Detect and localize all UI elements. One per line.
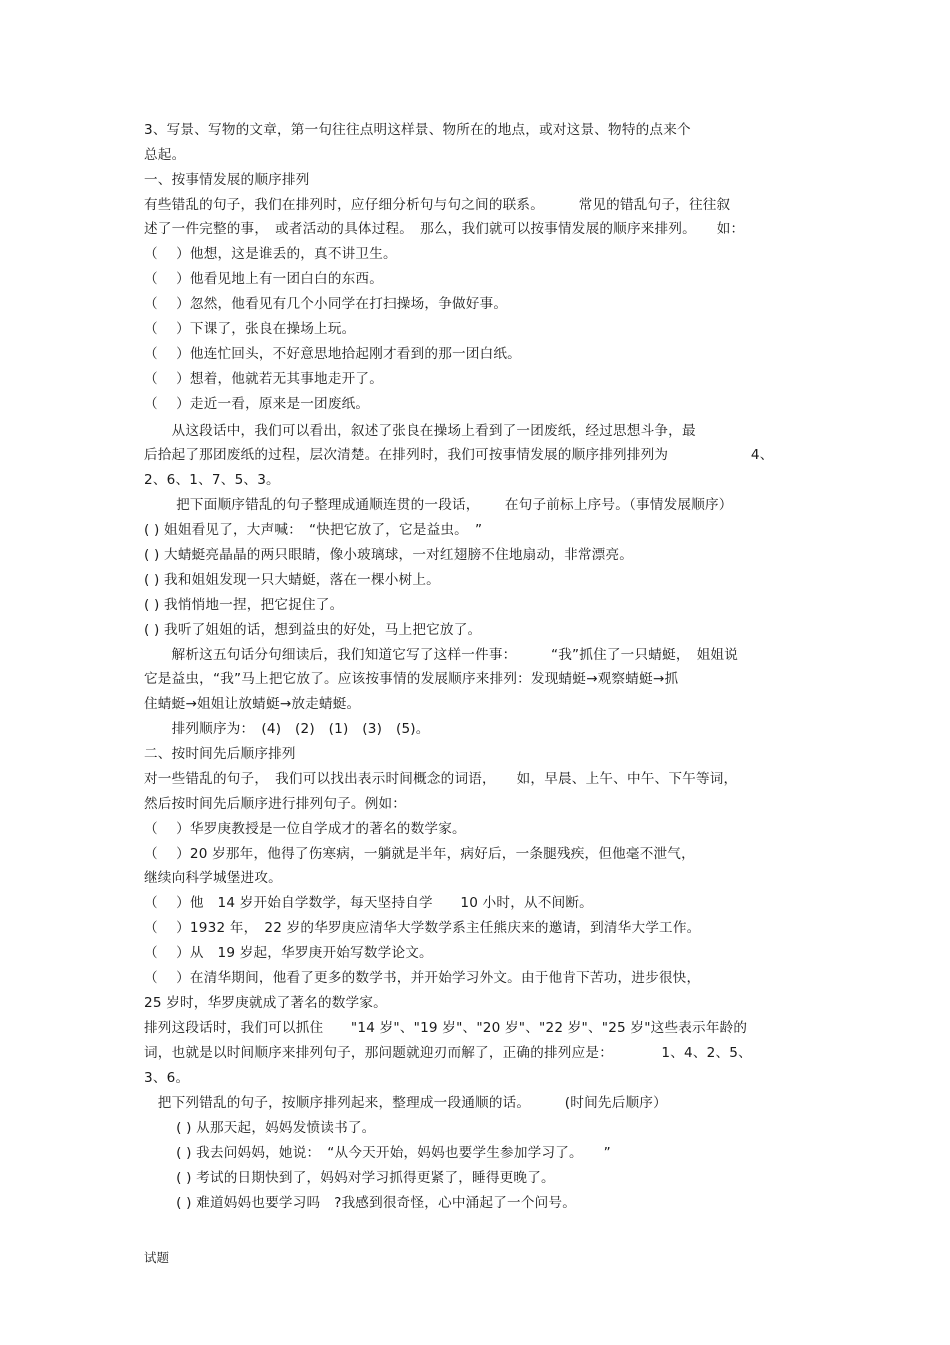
list-item: （ ）想着，他就若无其事地走开了。: [144, 371, 384, 387]
list-item: （ ）20 岁那年，他得了伤寒病，一躺就是半年，病好后，一条腿残疾，但他毫不泄气，: [144, 846, 695, 862]
list-item: ( ) 姐姐看见了，大声喊： “快把它放了，它是益虫。 ”: [144, 522, 483, 538]
page-footer: 试题: [144, 1250, 170, 1265]
list-item: （ ）他看见地上有一团白白的东西。: [144, 271, 384, 287]
text-line: 继续向科学城堡进攻。: [144, 870, 282, 886]
text-line: 把下面顺序错乱的句子整理成通顺连贯的一段话， 在句子前标上序号。（事情发展顺序）: [144, 497, 733, 513]
list-item: （ ）他想，这是谁丢的，真不讲卫生。: [144, 246, 397, 262]
list-item: （ ）在清华期间，他看了更多的数学书，并开始学习外文。由于他肯下苦功，进步很快，: [144, 970, 701, 986]
text-line: 住蜻蜓→姐姐让放蜻蜓→放走蜻蜓。: [144, 696, 361, 712]
text-line: 词，也就是以时间顺序来排列句子，那问题就迎刃而解了，正确的排列应是： 1、4、2、5、: [144, 1045, 752, 1061]
text-line: 排列这段话时，我们可以抓住 "14 岁"、"19 岁"、"20 岁"、"22 岁"、"25 岁"这些表示年龄的: [144, 1020, 748, 1036]
list-item: （ ）走近一看，原来是一团废纸。: [144, 396, 370, 412]
list-item: （ ）1932 年， 22 岁的华罗庚应清华大学数学系主任熊庆来的邀请，到清华大学工作。: [144, 920, 701, 936]
list-item: （ ）忽然，他看见有几个小同学在打扫操场，争做好事。: [144, 296, 508, 312]
list-item: （ ）他连忙回头，不好意思地拾起刚才看到的那一团白纸。: [144, 346, 521, 362]
section-heading: 二、按时间先后顺序排列: [144, 746, 296, 762]
text-line: 排列顺序为： (4) (2) (1) (3) (5)。: [144, 721, 430, 737]
text-line: 解析这五句话分句细读后，我们知道它写了这样一件事： “我”抓住了一只蜻蜓， 姐姐说: [144, 647, 739, 663]
text-line: 把下列错乱的句子，按顺序排列起来，整理成一段通顺的话。 (时间先后顺序）: [144, 1095, 667, 1111]
list-item: （ ）他 14 岁开始自学数学，每天坚持自学 10 小时，从不间断。: [144, 895, 593, 911]
list-item: ( ) 大蜻蜓亮晶晶的两只眼睛，像小玻璃球，一对红翅膀不住地扇动，非常漂亮。: [144, 547, 634, 563]
list-item: ( ) 我和姐姐发现一只大蜻蜓，落在一棵小树上。: [144, 572, 440, 588]
list-item: ( ) 从那天起，妈妈发愤读书了。: [144, 1120, 376, 1136]
list-item: （ ）从 19 岁起，华罗庚开始写数学论文。: [144, 945, 433, 961]
text-line: 述了一件完整的事， 或者活动的具体过程。 那么，我们就可以按事情发展的顺序来排列。 如：: [144, 221, 745, 237]
list-item: ( ) 难道妈妈也要学习吗 ?我感到很奇怪，心中涌起了一个问号。: [144, 1195, 577, 1211]
text-line: 然后按时间先后顺序进行排列句子。例如：: [144, 796, 407, 812]
text-line: 3、写景、写物的文章，第一句往往点明这样景、物所在的地点，或对这景、物特的点来个: [144, 122, 691, 138]
list-item: （ ）华罗庚教授是一位自学成才的著名的数学家。: [144, 821, 466, 837]
list-item: ( ) 我悄悄地一捏，把它捉住了。: [144, 597, 344, 613]
text-line: 后拾起了那团废纸的过程，层次清楚。在排列时，我们可按事情发展的顺序排列排列为 4、: [144, 447, 774, 463]
text-line: 总起。: [144, 147, 186, 163]
text-line: 25 岁时，华罗庚就成了著名的数学家。: [144, 995, 387, 1011]
list-item: ( ) 我去问妈妈，她说： “从今天开始，妈妈也要学生参加学习了。 ”: [144, 1145, 611, 1161]
section-heading: 一、按事情发展的顺序排列: [144, 172, 310, 188]
text-line: 从这段话中，我们可以看出，叙述了张良在操场上看到了一团废纸，经过思想斗争，最: [144, 423, 696, 439]
text-line: 有些错乱的句子，我们在排列时，应仔细分析句与句之间的联系。 常见的错乱句子，往往叙: [144, 197, 731, 213]
text-line: 2、6、1、7、5、3。: [144, 472, 280, 488]
list-item: ( ) 我听了姐姐的话，想到益虫的好处，马上把它放了。: [144, 622, 482, 638]
list-item: ( ) 考试的日期快到了，妈妈对学习抓得更紧了，睡得更晚了。: [144, 1170, 555, 1186]
text-line: 它是益虫，“我”马上把它放了。应该按事情的发展顺序来排列：发现蜻蜓→观察蜻蜓→抓: [144, 671, 679, 687]
text-line: 对一些错乱的句子， 我们可以找出表示时间概念的词语， 如，早晨、上午、中午、下午等词，: [144, 771, 738, 787]
text-line: 3、6。: [144, 1070, 190, 1086]
list-item: （ ）下课了，张良在操场上玩。: [144, 321, 356, 337]
